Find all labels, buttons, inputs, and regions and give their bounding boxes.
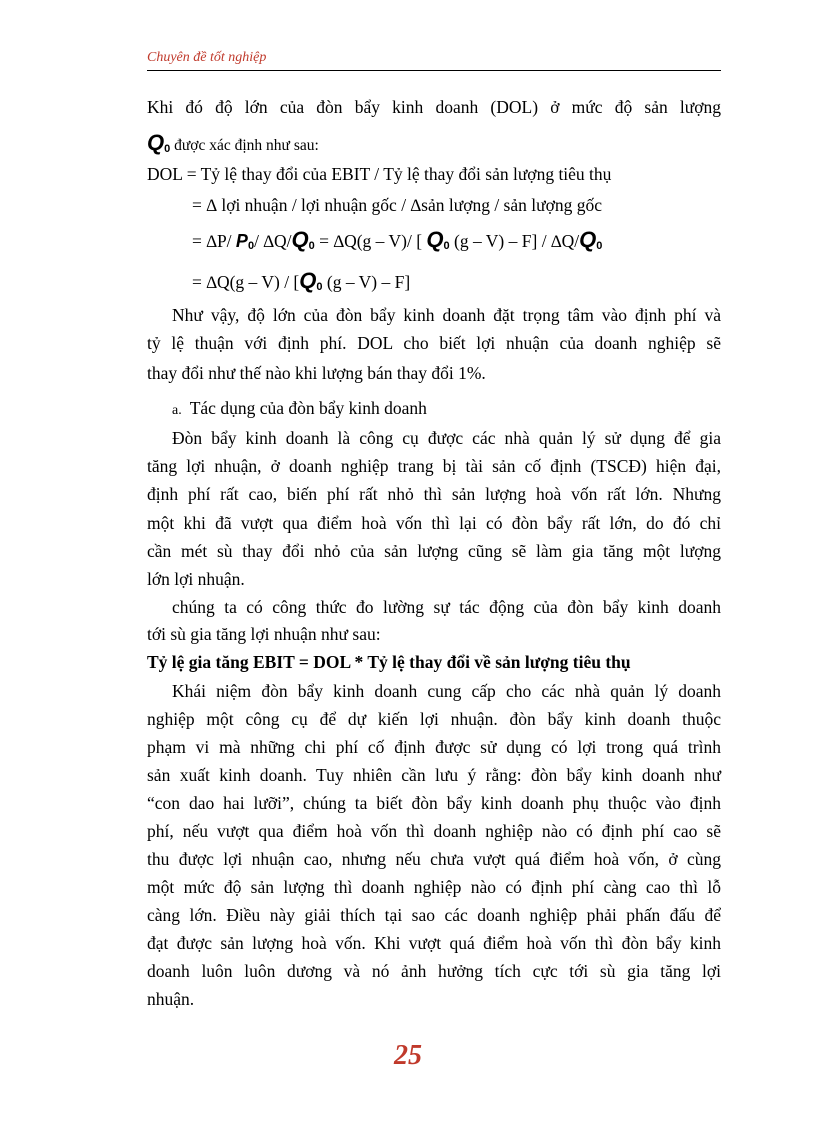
heading-marker: a. bbox=[172, 403, 182, 418]
text-line: một mức độ sản lượng thì doanh nghiệp nào có định phí càng cao thì lỗ bbox=[147, 877, 721, 897]
heading-text: Tác dụng của đòn bẩy kinh doanh bbox=[189, 398, 427, 418]
page-header bbox=[147, 48, 721, 71]
p0-symbol: P0 bbox=[235, 231, 255, 252]
q0-symbol: Q0 bbox=[426, 227, 450, 252]
q0-symbol: Q0 bbox=[147, 130, 171, 155]
header-title: Chuyên đề tốt nghiệp bbox=[147, 50, 267, 65]
text-line: Khái niệm đòn bẩy kinh doanh cung cấp cho các nhà quản lý doanh bbox=[172, 681, 721, 701]
page-number: 25 bbox=[394, 1040, 422, 1071]
text-line: sản xuất kinh doanh. Tuy nhiên cần lưu ý rằng: đòn bẩy kinh doanh như bbox=[147, 765, 721, 785]
text-line: định phí rất cao, biến phí rất nhỏ thì sản lượng hoà vốn rất lớn. Nhưng bbox=[147, 484, 721, 504]
text-line: phí, nếu vượt qua điểm hoà vốn thì doanh nghiệp nào có định phí cao sẽ bbox=[147, 821, 721, 841]
text-line: thu được lợi nhuận cao, nhưng nếu chưa vượt quá điểm hoà vốn, ở cùng bbox=[147, 849, 721, 869]
text-line: càng lớn. Điều này giải thích tại sao các doanh nghiệp phải phấn đấu để bbox=[147, 905, 721, 925]
text-line: Như vậy, độ lớn của đòn bẩy kinh doanh đặt trọng tâm vào định phí và bbox=[172, 305, 721, 325]
text-line: thay đổi như thế nào khi lượng bán thay đổi 1%. bbox=[147, 363, 486, 383]
text-line: tỷ lệ thuận với định phí. DOL cho biết lợi nhuận của doanh nghiệp sẽ bbox=[147, 333, 721, 353]
text-line: chúng ta có công thức đo lường sự tác động của đòn bẩy kinh doanh bbox=[172, 597, 721, 617]
text-line: doanh luôn luôn dương và nó ảnh hưởng tích cực tới sù gia tăng lợi bbox=[147, 961, 721, 981]
text-line: Đòn bẩy kinh doanh là công cụ được các nhà quản lý sử dụng để gia bbox=[172, 428, 721, 448]
formula-line: = ∆Q(g – V) / [Q0 (g – V) – F] bbox=[192, 268, 411, 293]
text-line: phạm vi mà những chi phí cố định được sử dụng có lợi trong quá trình bbox=[147, 737, 721, 757]
text-line: “con dao hai lưỡi”, chúng ta biết đòn bẩy kinh doanh phụ thuộc vào định bbox=[147, 793, 721, 813]
q0-symbol: Q0 bbox=[291, 227, 315, 252]
text-line: lớn lợi nhuận. bbox=[147, 569, 245, 589]
text-line: một khi đã vượt qua điểm hoà vốn thì lại có đòn bẩy rất lớn, do đó chỉ bbox=[147, 513, 721, 533]
text-line: tăng lợi nhuận, ở doanh nghiệp trang bị tài sản cố định (TSCĐ) hiện đại, bbox=[147, 456, 721, 476]
text-line: cần mét sù thay đổi nhỏ của sản lượng cũng sẽ làm gia tăng một lượng bbox=[147, 541, 721, 561]
q0-symbol: Q0 bbox=[299, 268, 323, 293]
bold-formula: Tỷ lệ gia tăng EBIT = DOL * Tỷ lệ thay đổi về sản lượng tiêu thụ bbox=[147, 652, 631, 672]
text-line: nghiệp một công cụ để dự kiến lợi nhuận. đòn bẩy kinh doanh thuộc bbox=[147, 709, 721, 729]
formula-line: = ∆ lợi nhuận / lợi nhuận gốc / ∆sản lượng / sản lượng gốc bbox=[192, 195, 603, 215]
q0-symbol: Q0 bbox=[579, 227, 603, 252]
text-line: Khi đó độ lớn của đòn bẩy kinh doanh (DOL) ở mức độ sản lượng bbox=[147, 97, 721, 117]
section-heading bbox=[172, 398, 427, 419]
formula-line: DOL = Tỷ lệ thay đổi của EBIT / Tỷ lệ thay đổi sản lượng tiêu thụ bbox=[147, 164, 612, 184]
text-line: nhuận. bbox=[147, 989, 195, 1009]
text-line: tới sù gia tăng lợi nhuận như sau: bbox=[147, 624, 381, 644]
formula-line: = ∆P/ P0/ ∆Q/Q0 = ∆Q(g – V)/ [ Q0 (g – V) – F] / ∆Q/Q0 bbox=[192, 227, 603, 252]
text-line: đạt được sản lượng hoà vốn. Khi vượt quá điểm hoà vốn thì đòn bẩy kinh bbox=[147, 933, 721, 953]
text-line: Q0 được xác định như sau: bbox=[147, 130, 319, 155]
